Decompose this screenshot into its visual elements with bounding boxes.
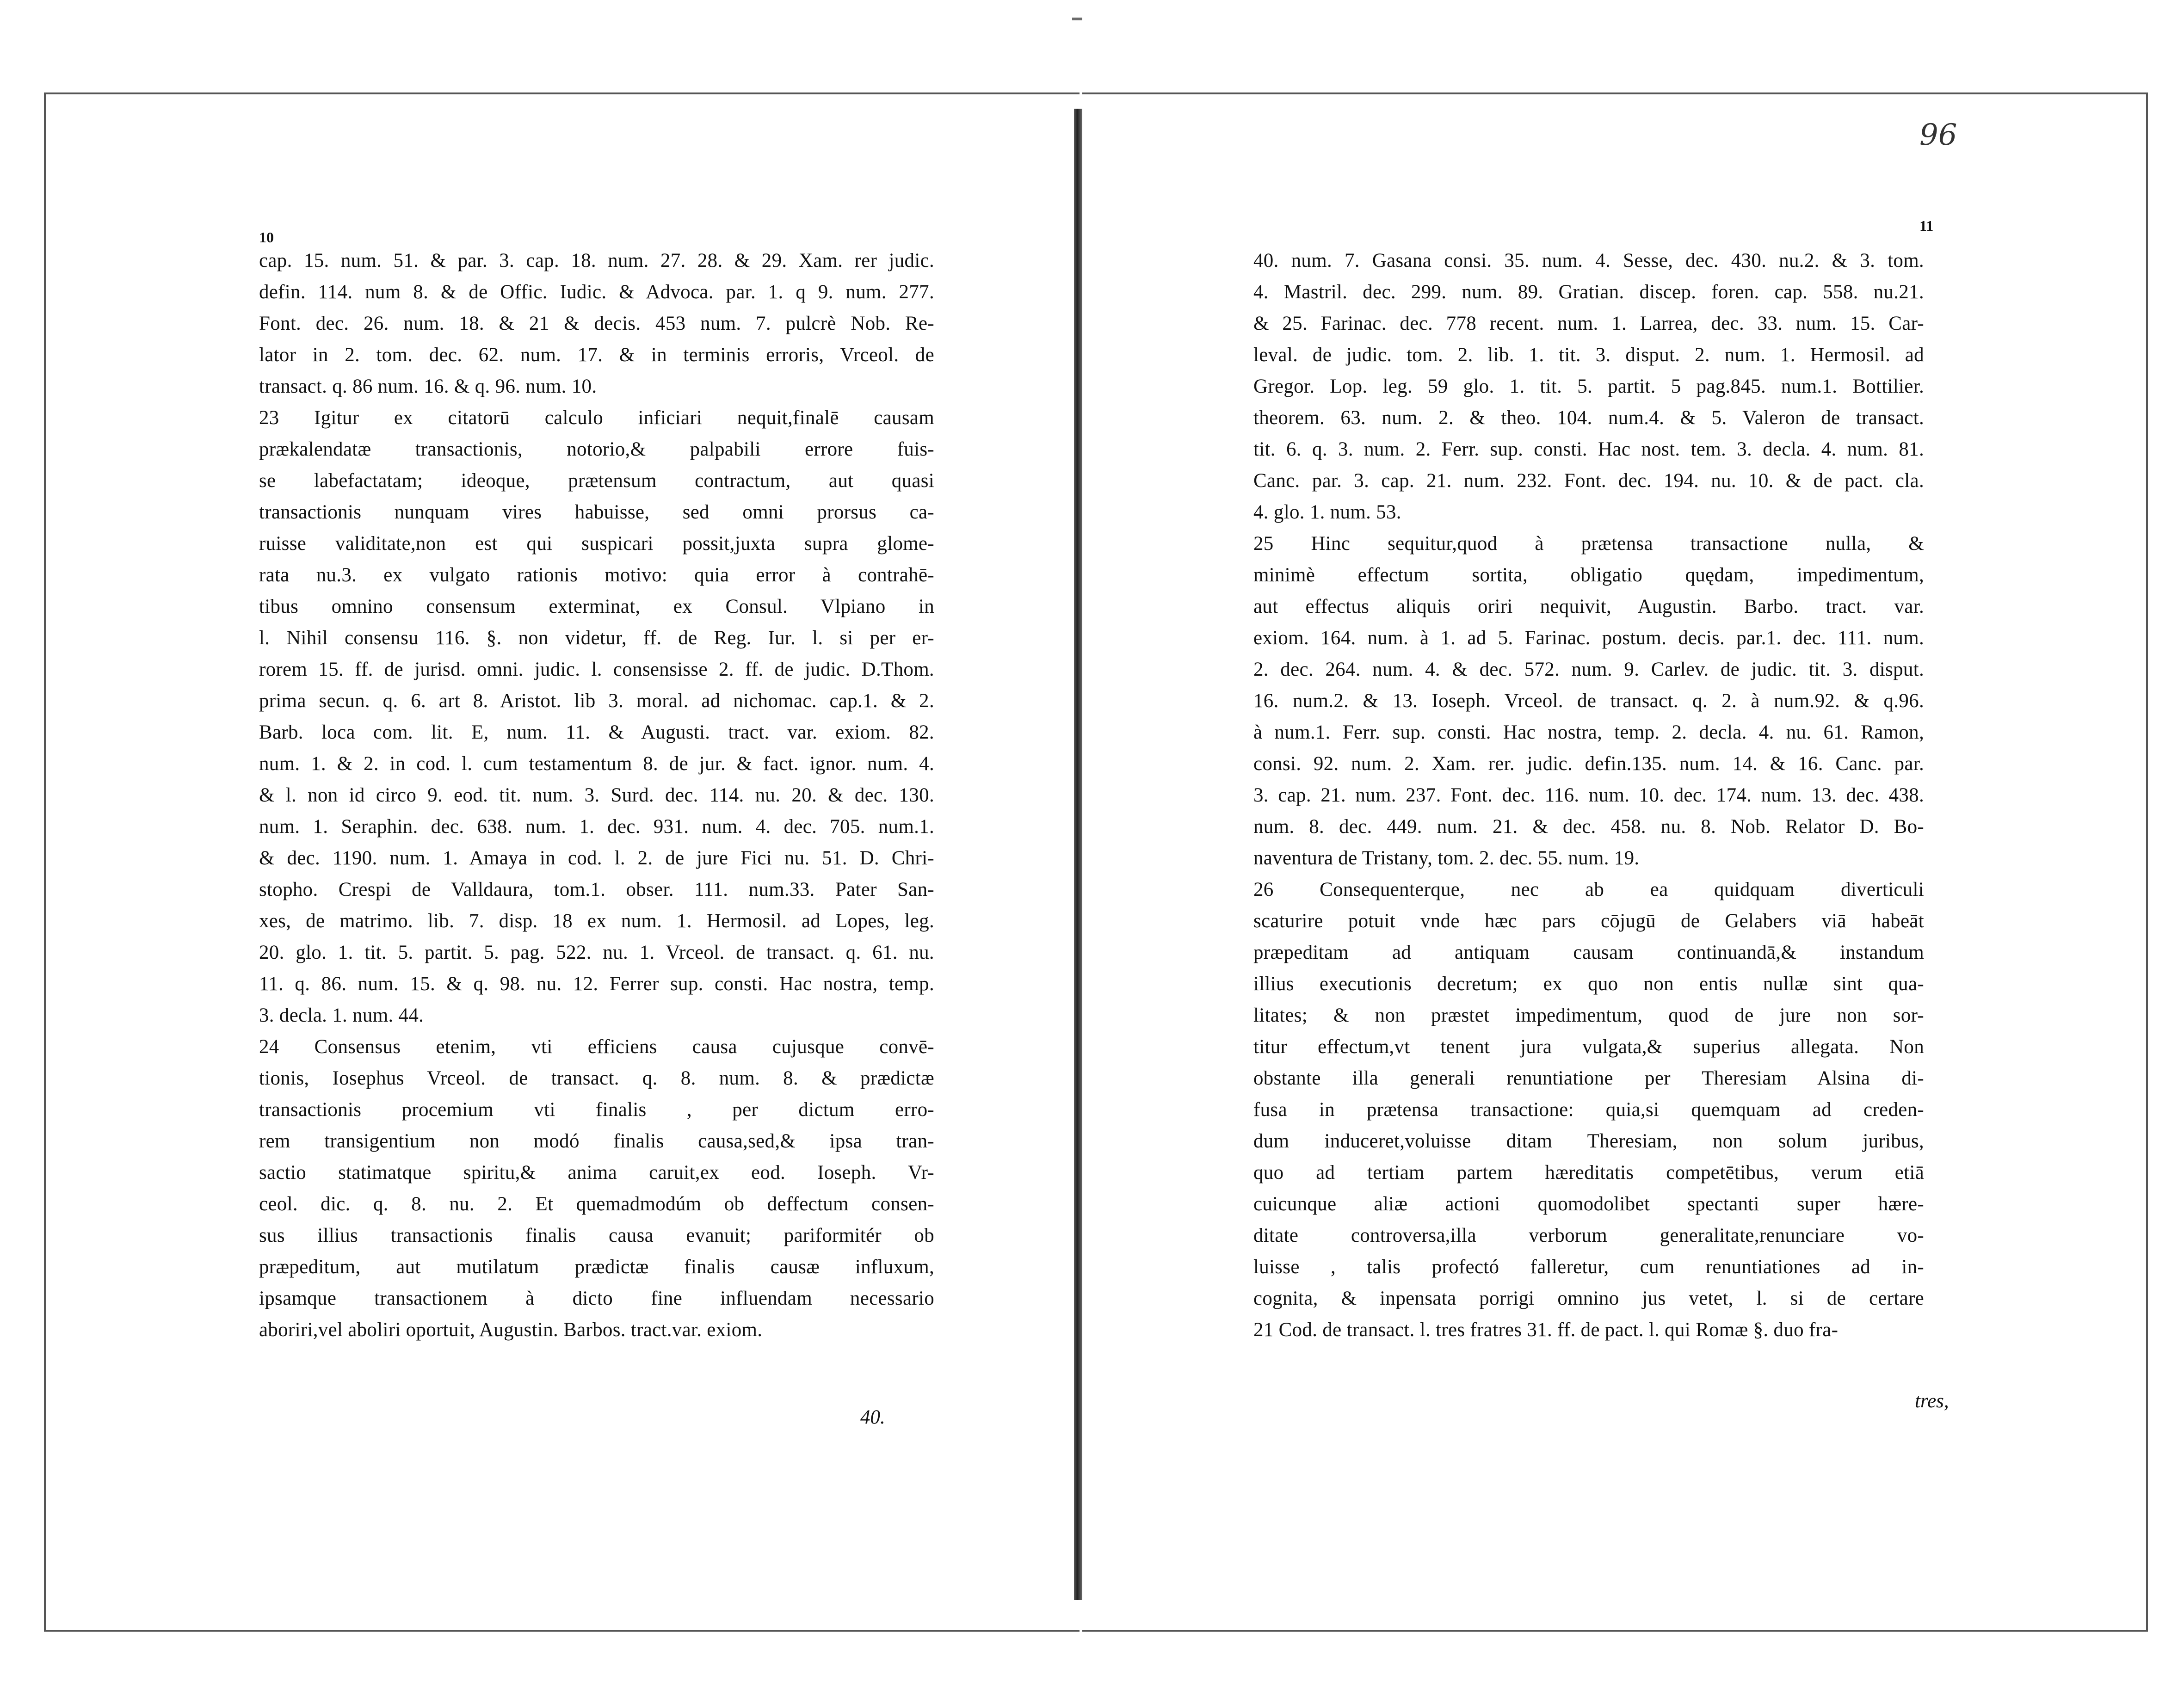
text-line: 24 Consensus etenim, vti efficiens causa cujusque convē- bbox=[259, 1036, 934, 1058]
text-line: 2. dec. 264. num. 4. & dec. 572. num. 9. Carlev. de judic. tit. 3. disput. bbox=[1253, 659, 1924, 680]
text-line: tibus omnino consensum exterminat, ex Consul. Vlpiano in bbox=[259, 596, 934, 617]
right-text-column bbox=[1253, 245, 1924, 1346]
left-catchword: 40. bbox=[860, 1406, 885, 1428]
text-line: num. 8. dec. 449. num. 21. & dec. 458. nu. 8. Nob. Relator D. Bo- bbox=[1253, 816, 1924, 838]
text-line: ipsamque transactionem à dicto fine influendam necessario bbox=[259, 1288, 934, 1309]
text-line: quo ad tertiam partem hæreditatis competētibus, verum etiā bbox=[1253, 1162, 1924, 1183]
text-line: ruisse validitate,non est qui suspicari possit,juxta supra glome- bbox=[259, 533, 934, 555]
left-text-column bbox=[259, 245, 934, 1346]
text-line: transactionis nunquam vires habuisse, sed omni prorsus ca- bbox=[259, 501, 934, 523]
text-line: prækalendatæ transactionis, notorio,& palpabili errore fuis- bbox=[259, 438, 934, 460]
text-line: 4. Mastril. dec. 299. num. 89. Gratian. discep. foren. cap. 558. nu.21. bbox=[1253, 281, 1924, 303]
text-line: leval. de judic. tom. 2. lib. 1. tit. 3. disput. 2. num. 1. Hermosil. ad bbox=[1253, 344, 1924, 366]
scan-mark bbox=[1072, 18, 1082, 20]
text-line: exiom. 164. num. à 1. ad 5. Farinac. postum. decis. par.1. dec. 111. num. bbox=[1253, 627, 1924, 649]
text-line: Gregor. Lop. leg. 59 glo. 1. tit. 5. partit. 5 pag.845. num.1. Bottilier. bbox=[1253, 376, 1924, 397]
text-line: 23 Igitur ex citatorū calculo inficiari nequit,finalē causam bbox=[259, 407, 934, 429]
text-line: obstante illa generali renuntiatione per Theresiam Alsina di- bbox=[1253, 1067, 1924, 1089]
text-line: & 25. Farinac. dec. 778 recent. num. 1. Larrea, dec. 33. num. 15. Car- bbox=[1253, 313, 1924, 334]
text-line: num. 1. & 2. in cod. l. cum testamentum 8. de jur. & fact. ignor. num. 4. bbox=[259, 753, 934, 775]
text-line: 4. glo. 1. num. 53. bbox=[1253, 501, 1401, 523]
text-line: præpeditum, aut mutilatum prædictæ finalis causæ influxum, bbox=[259, 1256, 934, 1278]
right-catchword: tres, bbox=[1915, 1390, 1949, 1412]
text-line: lator in 2. tom. dec. 62. num. 17. & in terminis erroris, Vrceol. de bbox=[259, 344, 934, 366]
text-line: se labefactatam; ideoque, prætensum contractum, aut quasi bbox=[259, 470, 934, 492]
text-line: xes, de matrimo. lib. 7. disp. 18 ex num. 1. Hermosil. ad Lopes, leg. bbox=[259, 910, 934, 932]
text-line: luisse , talis profectó falleretur, cum renuntiationes ad in- bbox=[1253, 1256, 1924, 1278]
text-line: 25 Hinc sequitur,quod à prætensa transactione nulla, & bbox=[1253, 533, 1924, 555]
text-line: sus illius transactionis finalis causa evanuit; pariformitér ob bbox=[259, 1225, 934, 1246]
text-line: transact. q. 86 num. 16. & q. 96. num. 10. bbox=[259, 376, 597, 397]
text-line: titur effectum,vt tenent jura vulgata,& superius allegata. Non bbox=[1253, 1036, 1924, 1058]
text-line: prima secun. q. 6. art 8. Aristot. lib 3. moral. ad nichomac. cap.1. & 2. bbox=[259, 690, 934, 712]
text-line: Font. dec. 26. num. 18. & 21 & decis. 453 num. 7. pulcrè Nob. Re- bbox=[259, 313, 934, 334]
text-line: rem transigentium non modó finalis causa,sed,& ipsa tran- bbox=[259, 1130, 934, 1152]
text-line: 11. q. 86. num. 15. & q. 98. nu. 12. Ferrer sup. consti. Hac nostra, temp. bbox=[259, 973, 934, 995]
text-line: litates; & non præstet impedimentum, quod de jure non sor- bbox=[1253, 1005, 1924, 1026]
text-line: stopho. Crespi de Valldaura, tom.1. obser. 111. num.33. Pater San- bbox=[259, 879, 934, 900]
text-line: minimè effectum sortita, obligatio quędam, impedimentum, bbox=[1253, 564, 1924, 586]
text-line: 21 Cod. de transact. l. tres fratres 31. ff. de pact. l. qui Romæ §. duo fra- bbox=[1253, 1319, 1839, 1341]
text-line: aboriri,vel aboliri oportuit, Augustin. Barbos. tract.var. exiom. bbox=[259, 1319, 763, 1341]
text-line: rata nu.3. ex vulgato rationis motivo: quia error à contrahē- bbox=[259, 564, 934, 586]
text-line: theorem. 63. num. 2. & theo. 104. num.4. & 5. Valeron de transact. bbox=[1253, 407, 1924, 429]
text-line: 3. decla. 1. num. 44. bbox=[259, 1005, 424, 1026]
text-line: 26 Consequenterque, nec ab ea quidquam diverticuli bbox=[1253, 879, 1924, 900]
text-line: & dec. 1190. num. 1. Amaya in cod. l. 2. de jure Fici nu. 51. D. Chri- bbox=[259, 847, 934, 869]
text-line: Canc. par. 3. cap. 21. num. 232. Font. dec. 194. nu. 10. & de pact. cla. bbox=[1253, 470, 1924, 492]
text-line: Barb. loca com. lit. E, num. 11. & Augusti. tract. var. exiom. 82. bbox=[259, 721, 934, 743]
text-line: 20. glo. 1. tit. 5. partit. 5. pag. 522. nu. 1. Vrceol. de transact. q. 61. nu. bbox=[259, 942, 934, 963]
right-page-number: 11 bbox=[1919, 217, 1934, 234]
text-line: præpeditam ad antiquam causam continuandā,& instandum bbox=[1253, 942, 1924, 963]
handwritten-folio: 96 bbox=[1919, 118, 1957, 152]
text-line: à num.1. Ferr. sup. consti. Hac nostra, temp. 2. decla. 4. nu. 61. Ramon, bbox=[1253, 721, 1924, 743]
text-line: cap. 15. num. 51. & par. 3. cap. 18. num. 27. 28. & 29. Xam. rer judic. bbox=[259, 250, 934, 271]
text-line: tit. 6. q. 3. num. 2. Ferr. sup. consti. Hac nost. tem. 3. decla. 4. num. 81. bbox=[1253, 438, 1924, 460]
text-line: transactionis procemium vti finalis , per dictum erro- bbox=[259, 1099, 934, 1121]
book-gutter bbox=[1074, 109, 1082, 1600]
text-line: naventura de Tristany, tom. 2. dec. 55. num. 19. bbox=[1253, 847, 1640, 869]
text-line: ceol. dic. q. 8. nu. 2. Et quemadmodúm ob deffectum consen- bbox=[259, 1193, 934, 1215]
text-line: illius executionis decretum; ex quo non entis nullæ sint qua- bbox=[1253, 973, 1924, 995]
text-line: ditate controversa,illa verborum generalitate,renunciare vo- bbox=[1253, 1225, 1924, 1246]
text-line: tionis, Iosephus Vrceol. de transact. q. 8. num. 8. & prædictæ bbox=[259, 1067, 934, 1089]
text-line: l. Nihil consensu 116. §. non videtur, ff. de Reg. Iur. l. si per er- bbox=[259, 627, 934, 649]
text-line: scaturire potuit vnde hæc pars cōjugū de Gelabers viā habeāt bbox=[1253, 910, 1924, 932]
text-line: & l. non id circo 9. eod. tit. num. 3. Surd. dec. 114. nu. 20. & dec. 130. bbox=[259, 784, 934, 806]
text-line: consi. 92. num. 2. Xam. rer. judic. defin.135. num. 14. & 16. Canc. par. bbox=[1253, 753, 1924, 775]
text-line: sactio statimatque spiritu,& anima caruit,ex eod. Ioseph. Vr- bbox=[259, 1162, 934, 1183]
text-line: num. 1. Seraphin. dec. 638. num. 1. dec. 931. num. 4. dec. 705. num.1. bbox=[259, 816, 934, 838]
text-line: 40. num. 7. Gasana consi. 35. num. 4. Sesse, dec. 430. nu.2. & 3. tom. bbox=[1253, 250, 1924, 271]
text-line: rorem 15. ff. de jurisd. omni. judic. l. consensisse 2. ff. de judic. D.Thom. bbox=[259, 659, 934, 680]
text-line: cuicunque aliæ actioni quomodolibet spectanti super hære- bbox=[1253, 1193, 1924, 1215]
text-line: cognita, & inpensata porrigi omnino jus vetet, l. si de certare bbox=[1253, 1288, 1924, 1309]
text-line: dum induceret,voluisse ditam Theresiam, non solum juribus, bbox=[1253, 1130, 1924, 1152]
text-line: aut effectus aliquis oriri nequivit, Augustin. Barbo. tract. var. bbox=[1253, 596, 1924, 617]
text-line: defin. 114. num 8. & de Offic. Iudic. & Advoca. par. 1. q 9. num. 277. bbox=[259, 281, 934, 303]
left-page-number: 10 bbox=[259, 229, 274, 246]
text-line: fusa in prætensa transactione: quia,si quemquam ad creden- bbox=[1253, 1099, 1924, 1121]
text-line: 16. num.2. & 13. Ioseph. Vrceol. de transact. q. 2. à num.92. & q.96. bbox=[1253, 690, 1924, 712]
text-line: 3. cap. 21. num. 237. Font. dec. 116. num. 10. dec. 174. num. 13. dec. 438. bbox=[1253, 784, 1924, 806]
